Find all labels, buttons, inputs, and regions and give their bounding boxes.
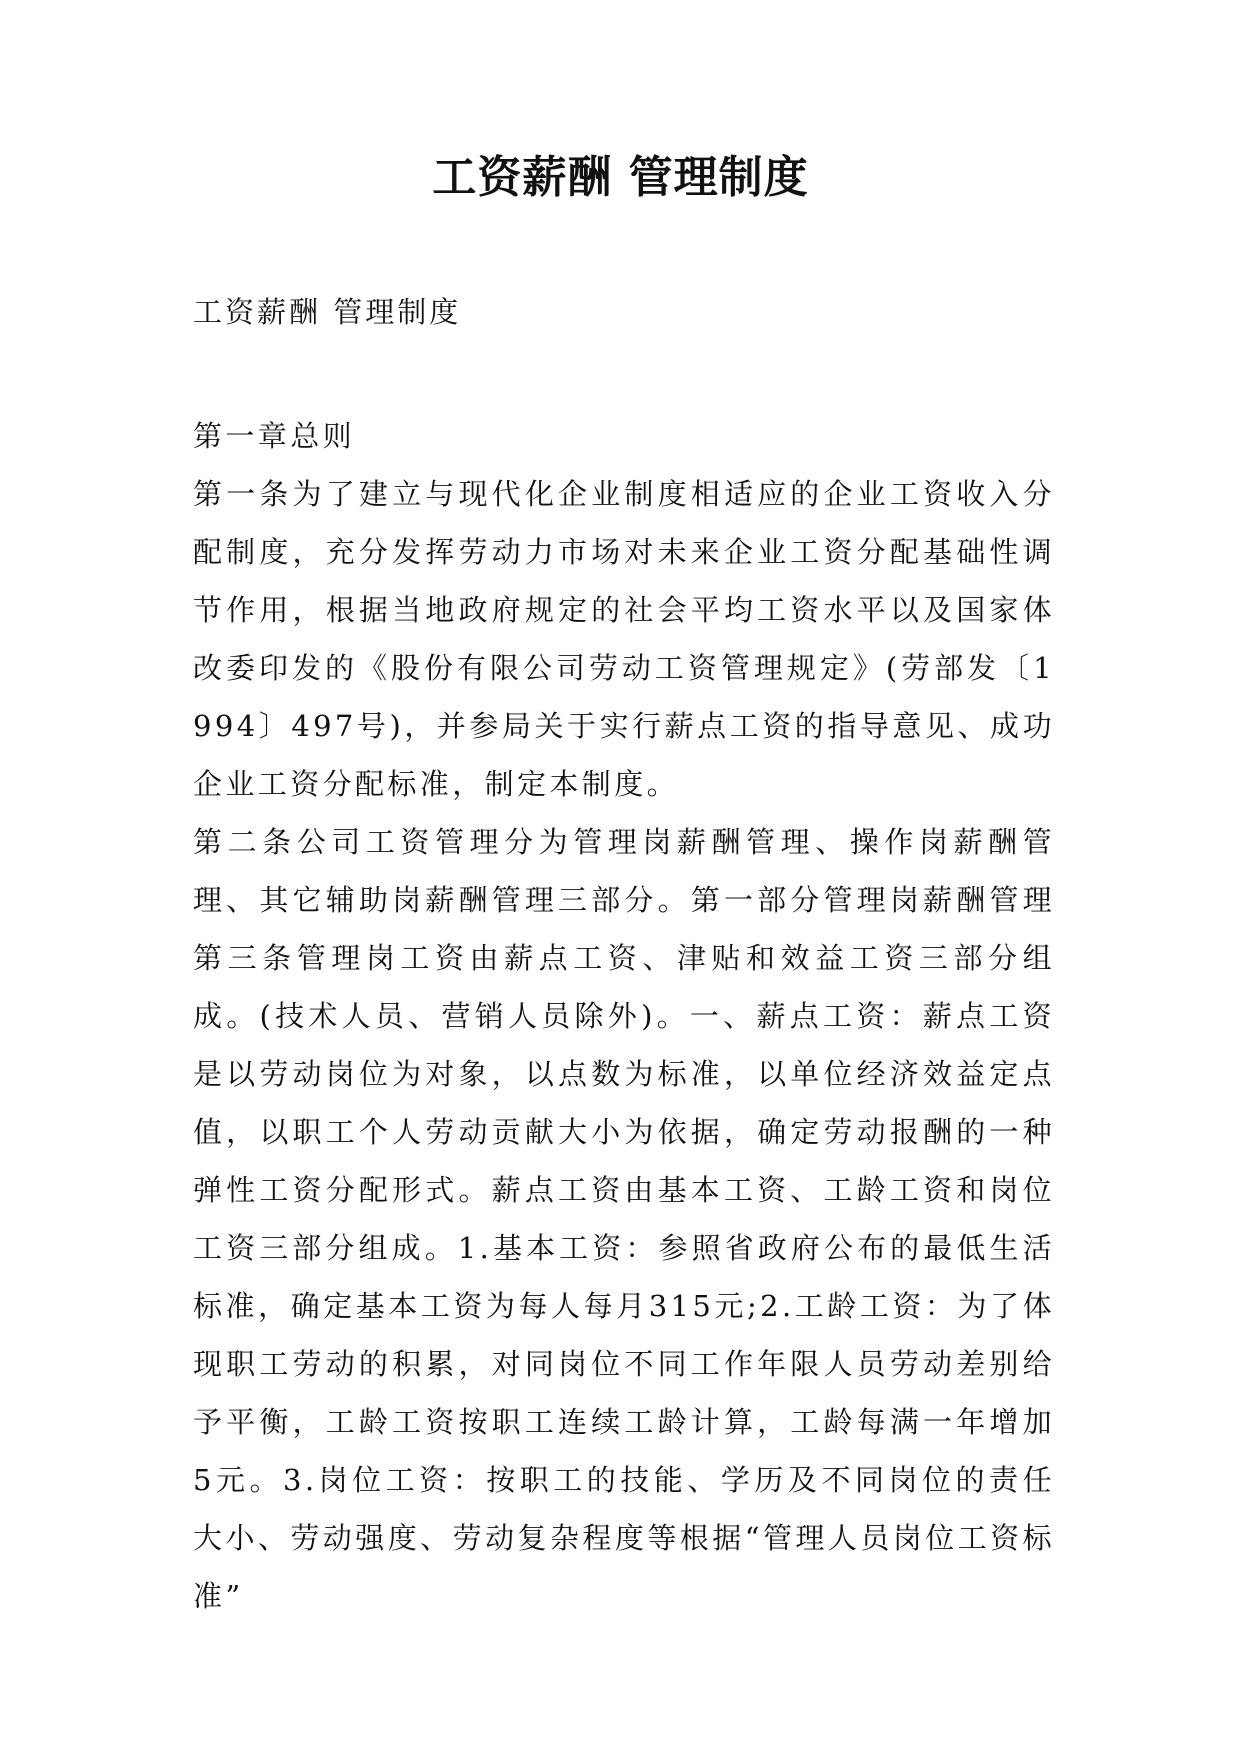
article-2-paragraph: 第二条公司工资管理分为管理岗薪酬管理、操作岗薪酬管理、其它辅助岗薪酬管理三部分。第一部分管理岗薪酬管理第三条管理岗工资由薪点工资、津贴和效益工资三部分组成。(技术人员、营销人员除外)。一、薪点工资：薪点工资是以劳动岗位为对象，以点数为标准，以单位经济效益定点值，以职工个人劳动贡献大小为依据，确定劳动报酬的一种弹性工资分配形式。薪点工资由基本工资、工龄工资和岗位工资三部分组成。1.基本工资：参照省政府公布的最低生活标准，确定基本工资为每人每月315元;2.工龄工资：为了体现职工劳动的积累，对同岗位不同工作年限人员劳动差别给予平衡，工龄工资按职工连续工龄计算，工龄每满一年增加5元。3.岗位工资：按职工的技能、学历及不同岗位的责任大小、劳动强度、劳动复杂程度等根据“管理人员岗位工资标准” — [193, 825, 1055, 1613]
document-subtitle: 工资薪酬 管理制度 — [193, 295, 462, 329]
chapter-heading: 第一章总则 — [193, 419, 356, 453]
document-title: 工资薪酬 管理制度 — [432, 152, 809, 203]
article-1-paragraph: 第一条为了建立与现代化企业制度相适应的企业工资收入分配制度，充分发挥劳动力市场对未来企业工资分配基础性调节作用，根据当地政府规定的社会平均工资水平以及国家体改委印发的《股份有限公司劳动工资管理规定》(劳部发〔1994〕497号)，并参局关于实行薪点工资的指导意见、成功企业工资分配标准，制定本制度。 — [193, 477, 1055, 801]
document-body — [193, 407, 1055, 1625]
